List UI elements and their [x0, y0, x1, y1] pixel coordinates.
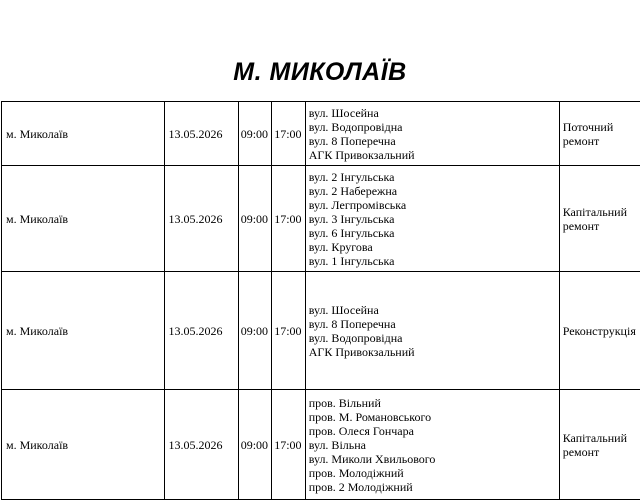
time-from-cell: 09:00 [238, 272, 272, 390]
street-item: пров. М. Романовського [309, 410, 555, 424]
city-cell: м. Миколаїв [2, 390, 165, 500]
time-to-cell: 17:00 [272, 166, 306, 272]
street-item: вул. Легпромівська [309, 198, 555, 212]
work-type-cell: Реконструкція [559, 272, 640, 390]
work-type-cell: Капітальний ремонт [559, 390, 640, 500]
street-item: вул. 6 Інгульська [309, 226, 555, 240]
time-from-cell: 09:00 [238, 102, 272, 166]
city-cell: м. Миколаїв [2, 272, 165, 390]
city-cell: м. Миколаїв [2, 166, 165, 272]
street-item: вул. Водопровідна [309, 331, 555, 345]
date-cell: 13.05.2026 [164, 166, 238, 272]
street-item: вул. Шосейна [309, 106, 555, 120]
city-cell: м. Миколаїв [2, 102, 165, 166]
streets-cell [305, 272, 559, 390]
street-item: АГК Привокзальний [309, 148, 555, 162]
street-item: вул. Вільна [309, 438, 555, 452]
streets-cell [305, 166, 559, 272]
table-row [2, 390, 640, 500]
date-cell: 13.05.2026 [164, 102, 238, 166]
time-to-cell: 17:00 [272, 390, 306, 500]
table-row [2, 166, 640, 272]
outage-schedule-table [1, 101, 640, 500]
table-row [2, 102, 640, 166]
street-item: вул. 2 Набережна [309, 184, 555, 198]
time-to-cell: 17:00 [272, 272, 306, 390]
work-type-cell: Поточний ремонт [559, 102, 640, 166]
time-from-cell: 09:00 [238, 166, 272, 272]
street-item: вул. Кругова [309, 240, 555, 254]
street-item: пров. Олеся Гончара [309, 424, 555, 438]
street-item: вул. 3 Інгульська [309, 212, 555, 226]
table-row [2, 272, 640, 390]
street-item: пров. 2 Молодіжний [309, 480, 555, 494]
street-item: вул. 8 Поперечна [309, 317, 555, 331]
date-cell: 13.05.2026 [164, 272, 238, 390]
street-item: пров. Вільний [309, 396, 555, 410]
street-item: вул. Миколи Хвильового [309, 452, 555, 466]
streets-cell [305, 102, 559, 166]
streets-cell [305, 390, 559, 500]
street-item: вул. 2 Інгульська [309, 170, 555, 184]
street-item: вул. 8 Поперечна [309, 134, 555, 148]
street-item: вул. 1 Інгульська [309, 254, 555, 268]
street-item: пров. Молодіжний [309, 466, 555, 480]
street-item: вул. Водопровідна [309, 120, 555, 134]
street-item: вул. Шосейна [309, 303, 555, 317]
street-item: АГК Привокзальний [309, 345, 555, 359]
work-type-cell: Капітальний ремонт [559, 166, 640, 272]
date-cell: 13.05.2026 [164, 390, 238, 500]
time-to-cell: 17:00 [272, 102, 306, 166]
time-from-cell: 09:00 [238, 390, 272, 500]
page-title: М. МИКОЛАЇВ [0, 58, 640, 87]
